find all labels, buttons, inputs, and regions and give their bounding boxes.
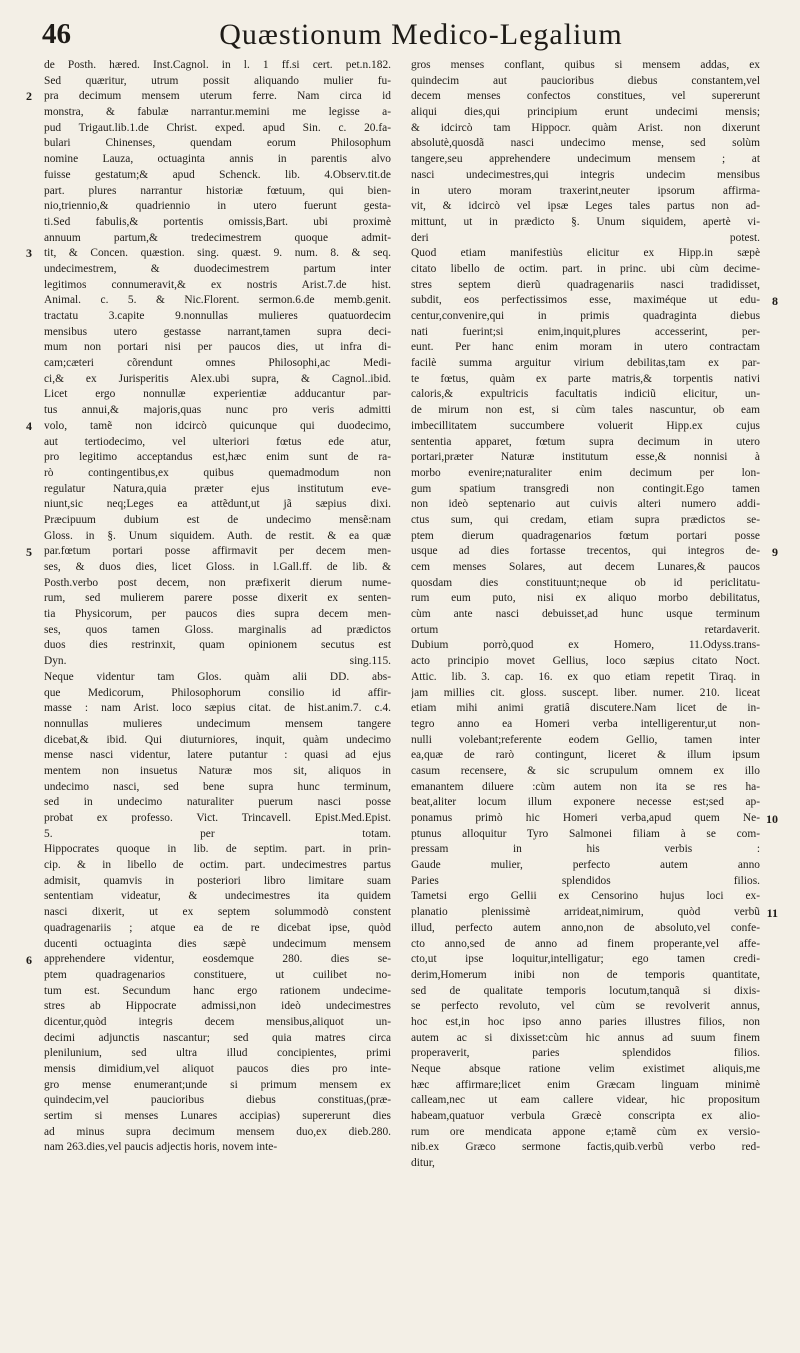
margin-note-number: 9	[772, 544, 778, 559]
margin-note-number: 3	[26, 246, 32, 261]
left-column-text-line: part. plures narrantur historiæ fœtuum, qui bien-	[44, 184, 391, 197]
right-column-text-line: nib.ex Græco sermone factis,quib.verbũ verbo red-	[411, 1141, 760, 1154]
right-column-text-line: illud, perfecto autem anno,non de absoluto,vel confe-	[411, 921, 760, 934]
text-columns	[24, 58, 778, 1172]
right-column-text-line: tegro anno ea Homeri verba intelligerentur,ut non-	[411, 717, 760, 730]
margin-note-number: 5	[26, 544, 32, 559]
left-column-text-line: undecimo nasci, sed bene supra hunc terminum,	[44, 780, 391, 793]
left-column-text-line: mum non portari nisi per paucos dies, ut infra di-	[44, 341, 391, 354]
left-column-text-line: ducenti octuaginta dies sæpè undecimum mensem	[44, 937, 391, 950]
left-column-text-line: Licet ergo nonnullæ experientiæ adducantur par-	[44, 388, 391, 401]
left-column-text-line: masse : nam Arist. loco sæpius citat. de hist.anim.7. c.4.	[44, 702, 391, 715]
right-column-text-line: Neque absque ratione velim existimet aliquis,me	[411, 1063, 760, 1075]
right-column	[411, 58, 778, 1172]
right-column-text-line: cto anno,sed de anno ad finem properante,vel affe-	[411, 937, 760, 950]
right-column-text-line: Attic. lib. 3. cap. 16. ex quo etiam repetit Tiraq. in	[411, 670, 760, 683]
right-column-text-line: non ideò septenario aut cuivis alteri numero addi-	[411, 498, 760, 511]
right-column-text-line: beat,aliter locum illum exponere necesse est;sed ap-	[411, 796, 760, 809]
right-column-text-line: usque ad dies fortasse trecentos, qui integros de-	[411, 545, 760, 558]
left-column-text-line: admisit, quamvis in posteriori libro limitare suam	[44, 874, 391, 887]
left-column-text-line: pud Trigaut.lib.1.de Christ. exped. apud Sin. c. 20.fa-	[44, 121, 391, 134]
left-column-text-line: decimi adjunctis nascantur; sed quia matres circa	[44, 1031, 391, 1044]
right-column-text-line: cem menses Solares, aut decem Lunares,& paucos	[411, 561, 760, 573]
right-column-text-line: cùm ante nasci debuisset,ad hunc usque terminum	[411, 608, 760, 621]
left-column-text-line: tus annui,& majoris,quas nunc pro veris admitti	[44, 404, 391, 417]
right-column-text-line: pressam in his verbis :	[411, 843, 760, 856]
right-column-text-line: ea,quæ de rarò contingunt, liceret & illum ipsum	[411, 749, 760, 762]
right-column-text-line: ortum retardaverit.	[411, 623, 760, 636]
right-column-text-line: quosdam dies constituunt;neque ob id periclitatu-	[411, 576, 760, 589]
left-column-text-line: tia Physicorum, per paucos dies supra decem men-	[44, 608, 391, 621]
right-column-text-line: vit, & idcircò vel ipsæ Leges tales partus non ad-	[411, 200, 760, 213]
left-column-text-line: Dyn. sing.115.	[44, 655, 391, 668]
left-column-text-line: monstra, & fabulæ narrantur.memini me legisse a-	[44, 106, 391, 119]
left-column-text-line: dicebat,& ibid. Qui diuturniores, inquit, quàm undecimo	[44, 733, 391, 746]
left-column-text-line: tractatu 3.capite 9.nonnullas mulieres quatuordecim	[44, 310, 391, 322]
left-column-text-line: dicentur,quòd integris decem mensibus,aliquot un-	[44, 1015, 391, 1028]
right-column-text-line: ponamus primò hic Homeri verba,apud quem Ne-	[411, 812, 760, 824]
right-column-text-line: Paries splendidos filios.	[411, 874, 760, 887]
right-column-text-line: in utero moram traxerint,neuter ipsorum affirma-	[411, 184, 760, 197]
right-column-text-line: subdit, eos perfectissimos esse, maximéque ut edu-	[411, 294, 760, 307]
right-column-text-line: caloris,& expultricis facultatis indiciũ elicitur, un-	[411, 388, 760, 401]
left-column-text-line: regulatur Natura,quia præter ejus institutum eve-	[44, 482, 391, 495]
right-column-text-line: rum eum puto, nisi ex aliquo morbo debilitatus,	[411, 592, 760, 605]
left-column-text-line: ses, & duos dies, licet Gloss. in l.Gall.ff. de lib. &	[44, 561, 391, 573]
right-column-text-line: mittunt, ut in prædicto §. Unum siquidem, apertè vi-	[411, 215, 760, 228]
left-column-text-line: quadragenariis ; atque ea de re dicebat ipse, quòd	[44, 921, 391, 934]
right-column-text-line: properaverit, paries splendidos filios.	[411, 1047, 760, 1060]
left-column-text-line: gro mense enumerant;unde si primum mensem ex	[44, 1078, 391, 1091]
left-column-text-line: Posth.verbo post decem, non præfixerit dierum nume-	[44, 576, 391, 589]
left-column-text-line: sertim si menses Lunares accipias) supererunt dies	[44, 1110, 391, 1123]
right-column-text-line: ditur,	[411, 1157, 435, 1170]
right-column-text-line: te fœtus, quàm ex parte matris,& torpentis nativi	[411, 372, 760, 385]
right-column-text-line: decem menses confectos constitues, vel supererunt	[411, 90, 760, 103]
left-column-text-line: cam;cæteri cõrendunt omnes Philosophi,ac Medi-	[44, 357, 391, 370]
left-column-text-line: Neque videntur tam Glos. quàm alii DD. abs-	[44, 670, 391, 683]
left-column-text-line: pra decimum mensem uterum ferre. Nam circa id	[44, 90, 391, 103]
right-column-text-line: & idcircò tam Hippocr. quàm Arist. non dixerunt	[411, 121, 760, 134]
right-column-text-line: casum recensere, & sic scrupulum omnem ex illo	[411, 764, 760, 777]
right-column-text-line: rum ore mendicata appone e;tamẽ cùm ex versio-	[411, 1125, 760, 1138]
left-column-text-line: legitimos connumeravit,& ex nostris Arist.7.de hist.	[44, 278, 391, 291]
right-column-text-line: nati fuerint;si enim,inquit,plures accesserint, per-	[411, 325, 760, 338]
right-column-text-line: absolutè,quosdã nasci undecimo mense, sed solùm	[411, 137, 760, 150]
right-column-text-line: Dubium porrò,quod ex Homero, 11.Odyss.trans-	[411, 639, 760, 652]
right-column-text-line: cto,ut ipse loquitur,intelligatur; ego tamen credi-	[411, 953, 760, 966]
right-column-text-line: quindecim aut paucioribus diebus constantem,vel	[411, 74, 760, 87]
right-column-text-line: gum spatium transgredi non contingit.Ego tamen	[411, 482, 760, 495]
right-column-text-line: sententia apparet, fœtum supra decimum in utero	[411, 435, 760, 448]
left-column-text-line: ci,& ex Jurisperitis Alex.ubi supra, & Cagnol..ibid.	[44, 372, 391, 385]
left-column-text-line: ad minus supra decimum mensem duo,ex dieb.280.	[44, 1125, 391, 1138]
right-column-text-line: morbo evenire;naturaliter enim decimum per lon-	[411, 466, 760, 479]
left-column-text-line: mentem non insuetus Naturæ mos sit, aliquos in	[44, 764, 391, 777]
left-column-text-line: rum, sed mulierem parere posse dixerit ex senten-	[44, 592, 391, 605]
right-column-text-line: calleam,nec ut eam callere videar, hic propositum	[411, 1094, 760, 1107]
right-column-text-line: autem ac si dixisset:cùm hic annus ad suum finem	[411, 1031, 760, 1044]
left-column-text-line: sententiam videatur, & undecimestres ita quidem	[44, 890, 391, 903]
right-column-text-line: derim,Homerum inibi non de temporis quantitate,	[411, 968, 760, 981]
right-column-text-line: jam millies cit. gloss. suscept. liber. numer. 210. liceat	[411, 686, 760, 699]
left-column-text-line: sed in undecimo naturaliter puerum nasci posse	[44, 796, 391, 809]
left-column-text-line: mensibus utero gestasse narrant,tamen supra deci-	[44, 325, 391, 338]
left-column-text-line: fuisse gestatum;& apud Schenck. lib. 4.Observ.tit.de	[44, 168, 391, 181]
left-column-text-line: annuum partum,& tredecimestrem quoque admit-	[44, 231, 391, 244]
left-column-text-line: par.fœtum portari posse affirmavit per decem men-	[44, 545, 391, 558]
right-column-text-line: deri potest.	[411, 231, 760, 244]
left-column-text-line: cip. & in libello de octim. part. undecimestres partus	[44, 859, 391, 872]
left-column-text-line: nomine Lauza, octuaginta annis in parentis alvo	[44, 153, 391, 166]
right-column-text-line: hæc affirmare;licet enim Græcam linguam minimè	[411, 1078, 760, 1091]
left-column-text-line: 5. per totam.	[44, 827, 391, 840]
left-column-text-line: duos dies restrinxit, quam opinionem secutus est	[44, 639, 391, 652]
left-column-text-line: mensis dimidium,vel aliquot paucos dies pro inte-	[44, 1063, 391, 1075]
left-column-text-line: Gloss. in §. Unum siquidem. Auth. de restit. & ea quæ	[44, 529, 391, 542]
right-column-text-line: sed de qualitate temporis locutum,tanquã si dixis-	[411, 984, 760, 997]
right-column-text-line: acto principio movet Gellius, loco sæpius citato Noct.	[411, 655, 760, 668]
left-column-text-line: apprehendere videntur, eosdemque 280. dies se-	[44, 953, 391, 966]
margin-note-number: 10	[766, 811, 778, 826]
left-column-text-line: niunt,sic neq;Leges ea attẽdunt,ut jã sæpius dixi.	[44, 498, 391, 511]
left-column-text-line: ptem quadragenarios constituere, ut cuilibet no-	[44, 968, 391, 981]
right-column-text-line: Gaude mulier, perfecto autem anno	[411, 859, 760, 872]
right-column-text-line: nasci undecimestres,qui integris undecim mensibus	[411, 168, 760, 181]
right-column-text-line: stres septem dierũ quadragenariis nasci tradidisset,	[411, 278, 760, 291]
left-column	[24, 58, 391, 1172]
left-column-text-line: mense nasci videntur, latere putantur : quasi ad ejus	[44, 749, 391, 762]
left-column-text-line: rò contingentibus,ex quibus quemadmodum non	[44, 466, 391, 479]
left-column-text-line: pro legitimo acceptandus est,hæc enim sunt de ra-	[44, 451, 391, 464]
left-column-text-line: ses, quos tamen Gloss. marginalis ad prædictos	[44, 623, 391, 636]
right-column-text-line: etiam mihi animi gratiâ discutere.Nam licet de in-	[411, 702, 760, 715]
left-column-text-line: undecimestrem, & duodecimestrem partum inter	[44, 262, 391, 275]
left-column-text-line: Animal. c. 5. & Nic.Florent. sermon.6.de memb.genit.	[44, 294, 391, 307]
right-column-text-line: tangere,seu apprehendere undecimum mensem ; at	[411, 153, 760, 166]
page-number: 46	[42, 18, 71, 50]
left-column-text-line: Præcipuum dubium est de undecimo mensẽ:nam	[44, 513, 391, 526]
left-column-text-line: tum est. Secundum hanc ergo rationem undecime-	[44, 984, 391, 997]
right-column-text-line: portari,præter Naturæ institutum esse,& nonnisi à	[411, 451, 760, 464]
right-column-text-line: ptunus alloquitur Tyro Salmonei filiam à se com-	[411, 827, 760, 840]
right-column-text-line: emanantem diluere :cùm autem non ita se res ha-	[411, 780, 760, 793]
right-column-text-line: citato libello de octim. part. in princ. ubi cùm decime-	[411, 262, 760, 275]
left-column-text-line: nam 263.dies,vel paucis adjectis horis, novem inte-	[44, 1141, 278, 1154]
right-column-text-line: ptem dierum quadragenarios fœtum portari posse	[411, 529, 760, 542]
page-header	[24, 14, 778, 52]
margin-note-number: 11	[766, 905, 778, 920]
left-column-text-line: quindecim,vel paucioribus diebus constituas,(præ-	[44, 1094, 391, 1107]
right-column-text-line: habeam,quatuor verbula Græcè conscripta ex alio-	[411, 1110, 760, 1123]
running-head: Quæstionum Medico-Legalium	[219, 18, 623, 51]
left-column-text-line: aut tertiodecimo, vel ulteriori fœtus ede atur,	[44, 435, 391, 448]
right-column-text-line: nulli volebant;referente eodem Gellio, tamen inter	[411, 733, 760, 746]
left-column-text-line: que Medicorum, Philosophorum consilio id affir-	[44, 686, 391, 699]
left-column-text-line: volo, tamẽ non idcircò quicunque qui duodecimo,	[44, 419, 391, 432]
right-column-text-line: hoc est,in hoc ipso anno paries illustres filios, non	[411, 1015, 760, 1028]
margin-note-number: 2	[26, 89, 32, 104]
left-column-text-line: nonnullas mulieres undecimum mensem tangere	[44, 717, 391, 730]
right-column-text-line: Quod etiam manifestiùs elicitur ex Hipp.in sæpè	[411, 247, 760, 260]
right-column-text-line: se perfecto revoluto, vel cùm se revolverit annus,	[411, 1000, 760, 1013]
margin-note-number: 4	[26, 419, 32, 434]
right-column-text-line: gros menses conflant, quibus si mensem addas, ex	[411, 59, 760, 71]
left-column-text-line: plenilunium, sed ultra illud concipientes, primi	[44, 1047, 391, 1060]
left-column-text-line: de Posth. hæred. Inst.Cagnol. in l. 1 ff.si cert. pet.n.182.	[44, 59, 391, 71]
left-column-text-line: nasci dixerit, ut ex septem solummodò constent	[44, 906, 391, 919]
right-column-text-line: centur,convenire,qui in primis quadraginta diebus	[411, 310, 760, 322]
margin-note-number: 8	[772, 293, 778, 308]
right-column-text-line: eunt. Per hanc enim moram in utero contractam	[411, 341, 760, 354]
right-column-text-line: facilè summa arguitur virium debilitas,tam ex par-	[411, 357, 760, 370]
right-column-text-line: planatio plenissimè arrideat,nimirum, quòd verbũ	[411, 906, 760, 919]
left-column-text-line: stres ab Hippocrate admissi,non ideò undecimestres	[44, 1000, 391, 1013]
left-column-text-line: bulari Chinenses, quendam eorum Philosophum	[44, 137, 391, 150]
left-column-text-line: ti.Sed fabulis,& portentis omissis,Bart. ubi proximè	[44, 215, 391, 228]
left-column-text-line: probat ex professo. Vict. Trincavell. Epist.Med.Epist.	[44, 812, 391, 824]
left-column-text-line: tit, & Concen. quæstion. sing. quæst. 9. num. 8. & seq.	[44, 247, 391, 260]
right-column-text-line: imbecillitatem succumbere voluerit Hipp.ex cujus	[411, 419, 760, 432]
right-column-text-line: aliqui dies,qui principium erunt undecimi mensis;	[411, 106, 760, 119]
right-column-text-line: ctus sum, qui credam, etiam supra prædictos se-	[411, 513, 760, 526]
margin-note-number: 6	[26, 952, 32, 967]
left-column-text-line: Sed quæritur, utrum possit aliquando mulier fu-	[44, 74, 391, 87]
right-column-text-line: Tametsi ergo Gellii ex Censorino hujus loci ex-	[411, 890, 760, 903]
left-column-text-line: nio,triennio,& quadriennio in utero fuerunt gesta-	[44, 200, 391, 213]
left-column-text-line: Hippocrates quoque in lib. de septim. part. in prin-	[44, 843, 391, 856]
right-column-text-line: de mirum non est, si cùm tales nascuntur, ob eam	[411, 404, 760, 417]
